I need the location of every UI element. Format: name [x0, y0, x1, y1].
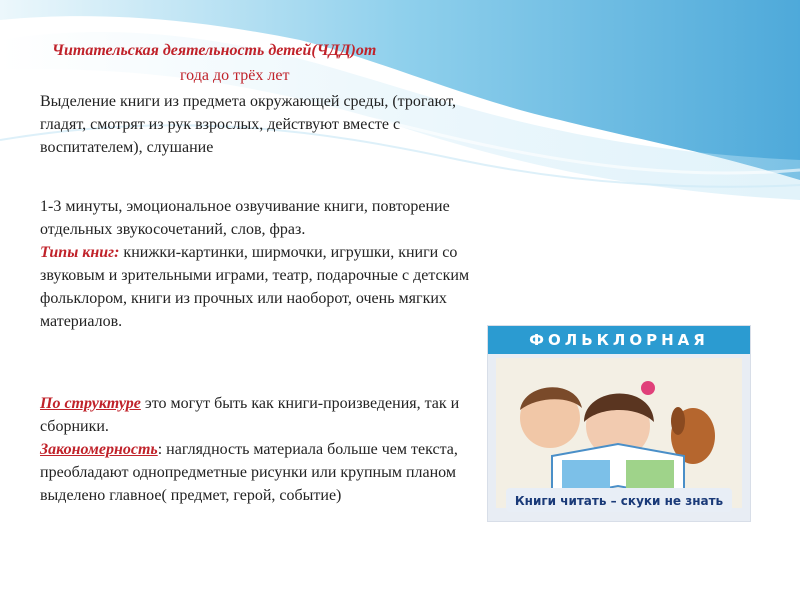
regularity-text: : наглядность материала больше чем текста, преобладают однопредметные рисунки или крупным планом выделено главное( предмет, герой, событие) [40, 441, 458, 504]
paragraph-2 [40, 195, 470, 333]
paragraph-2-intro: 1-3 минуты, эмоциональное озвучивание книги, повторение отдельных звукосочетаний, слов, фраз. [40, 198, 450, 238]
regularity-label: Закономерность [40, 441, 158, 458]
structure-label: По структуре [40, 395, 141, 412]
slide-title: Читательская деятельность детей(ЧДД)от [52, 42, 377, 59]
types-text: книжки-картинки, ширмочки, игрушки, книги со звуковым и зрительными играми, театр, подарочные с детским фольклором, книги из прочных или наоборот, очень мягких материалов. [40, 244, 470, 330]
book-cover-illustration [488, 326, 750, 521]
image-bottom-label: Книги читать – скуки не знать [514, 494, 724, 508]
paragraph-1: Выделение книги из предмета окружающей среды, (трогают, гладят, смотрят из рук взрослых, действуют вместе с воспитателем), слушание [40, 93, 457, 156]
book-cover-image [487, 325, 751, 522]
types-label: Типы книг: [40, 244, 120, 261]
structure-text: это могут быть как книги-произведения, так и сборники. [40, 395, 460, 435]
image-top-label: ФОЛЬКЛОРНАЯ [529, 331, 709, 349]
slide-subtitle: года до трёх лет [180, 67, 290, 84]
paragraph-3 [40, 392, 470, 507]
